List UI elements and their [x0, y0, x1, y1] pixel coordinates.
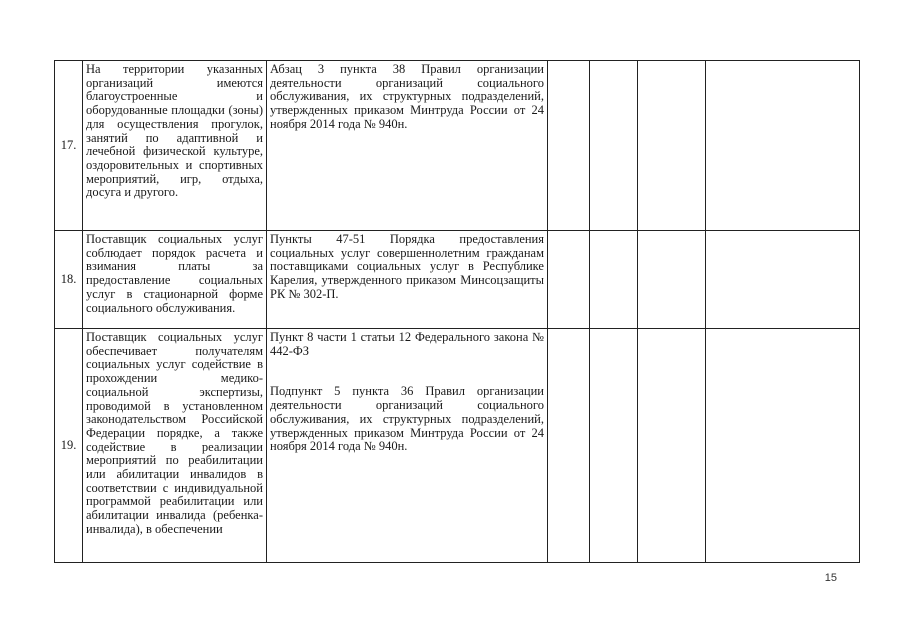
- answer-cell: [590, 231, 638, 329]
- reference-paragraph: Пункт 8 части 1 статьи 12 Федерального закона № 442-ФЗ: [270, 330, 544, 358]
- legal-reference: [267, 61, 548, 231]
- checklist-table: [54, 60, 860, 563]
- legal-reference: [267, 329, 548, 563]
- notes-cell: [706, 231, 860, 329]
- answer-cell: [590, 329, 638, 563]
- answer-cell: [638, 231, 706, 329]
- table-row: [55, 61, 860, 231]
- reference-paragraph: Абзац 3 пункта 38 Правил организации деятельности организаций социального обслуживания, их структурных подразделений, утвержденных приказом Минтруда России от 24 ноября 2014 года № 940н.: [270, 62, 544, 131]
- notes-cell: [706, 329, 860, 563]
- answer-cell: [590, 61, 638, 231]
- notes-cell: [706, 61, 860, 231]
- requirement-text: Поставщик социальных услуг обеспечивает получателям социальных услуг содействие в прохождении медико-социальной экспертизы, проводимой в установленном законодательством Российской Федерации порядке, а также содействие в реализации мероприятий по реабилитации или абилитации инвалидов в соответствии с индивидуальной программой реабилитации или абилитации инвалида (ребенка-инвалида), в обеспечении: [83, 329, 267, 563]
- table-row: [55, 329, 860, 563]
- answer-cell: [548, 329, 590, 563]
- reference-paragraph: Подпункт 5 пункта 36 Правил организации деятельности организаций социального обслуживания, их структурных подразделений, утвержденных приказом Минтруда России от 24 ноября 2014 года № 940н.: [270, 384, 544, 454]
- row-number: 18.: [55, 231, 83, 329]
- reference-paragraph: Пункты 47-51 Порядка предоставления социальных услуг совершеннолетним гражданам поставщиками социальных услуг в Республике Карелия, утвержденного приказом Минсоцзащиты РК № 302-П.: [270, 232, 544, 301]
- answer-cell: [638, 329, 706, 563]
- requirement-text: На территории указанных организаций имеются благоустроенные и оборудованные площадки (зоны) для осуществления прогулок, занятий по адаптивной и лечебной физической культуре, оздоровительных и спортивных мероприятий, игр, отдыха, досуга и другого.: [83, 61, 267, 231]
- answer-cell: [548, 231, 590, 329]
- row-number: 17.: [55, 61, 83, 231]
- table-row: [55, 231, 860, 329]
- answer-cell: [548, 61, 590, 231]
- requirement-text: Поставщик социальных услуг соблюдает порядок расчета и взимания платы за предоставление социальных услуг в стационарной форме социального обслуживания.: [83, 231, 267, 329]
- row-number: 19.: [55, 329, 83, 563]
- legal-reference: [267, 231, 548, 329]
- answer-cell: [638, 61, 706, 231]
- page-number: 15: [824, 572, 837, 584]
